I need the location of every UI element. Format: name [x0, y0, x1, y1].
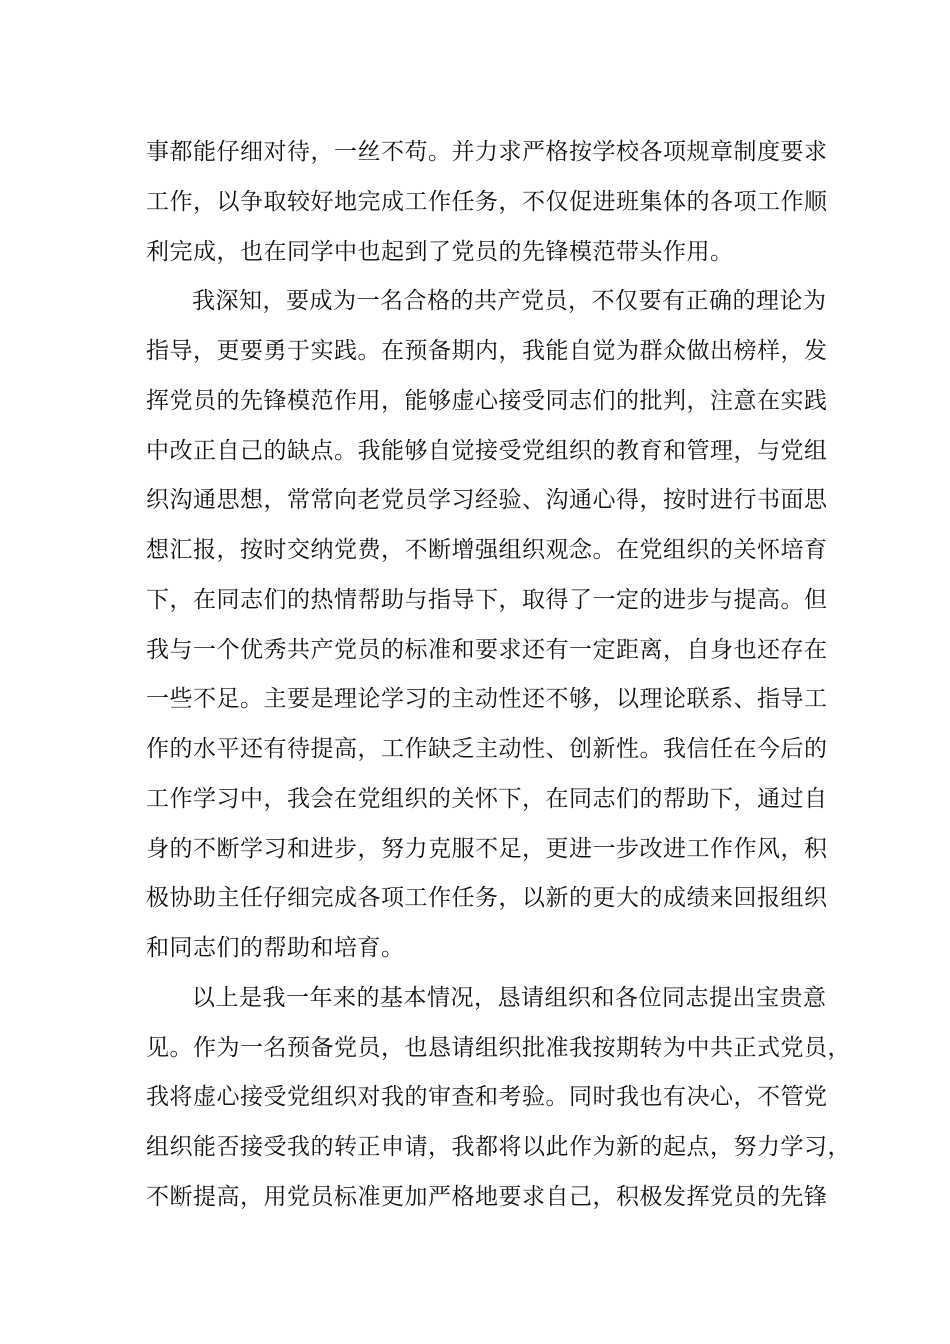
text-line: 指导，更要勇于实践。在预备期内，我能自觉为群众做出榜样，发 [146, 338, 828, 364]
text-line: 事都能仔细对待，一丝不苟。并力求严格按学校各项规章制度要求 [146, 139, 828, 165]
text-line: 极协助主任仔细完成各项工作任务，以新的更大的成绩来回报组织 [146, 885, 828, 912]
text-line: 织沟通思想，常常向老党员学习经验、沟通心得，按时进行书面思 [146, 487, 828, 514]
text-line: 工作，以争取较好地完成工作任务，不仅促进班集体的各项工作顺 [146, 188, 828, 215]
paragraph-first-line: 我深知，要成为一名合格的共产党员，不仅要有正确的理论为 [192, 288, 827, 315]
text-line: 见。作为一名预备党员，也恳请组织批准我按期转为中共正式党员， [146, 1034, 851, 1061]
text-line: 我与一个优秀共产党员的标准和要求还有一定距离，自身也还存在 [146, 636, 828, 663]
paragraph-first-line: 以上是我一年来的基本情况，恳请组织和各位同志提出宝贵意 [192, 984, 827, 1011]
text-line: 身的不断学习和进步，努力克服不足，更进一步改进工作作风，积 [146, 835, 828, 862]
text-line: 组织能否接受我的转正申请，我都将以此作为新的起点，努力学习， [146, 1134, 851, 1160]
text-line: 一些不足。主要是理论学习的主动性还不够，以理论联系、指导工 [146, 686, 828, 713]
text-line: 利完成，也在同学中也起到了党员的先锋模范带头作用。 [146, 238, 734, 265]
text-line: 中改正自己的缺点。我能够自觉接受党组织的教育和管理，与党组 [146, 437, 828, 464]
text-line: 挥党员的先锋模范作用，能够虚心接受同志们的批判，注意在实践 [146, 387, 828, 414]
text-line: 不断提高，用党员标准更加严格地要求自己，积极发挥党员的先锋 [146, 1183, 828, 1210]
text-line: 下，在同志们的热情帮助与指导下，取得了一定的进步与提高。但 [146, 586, 828, 613]
text-line: 和同志们的帮助和培育。 [146, 935, 405, 961]
text-line: 作的水平还有待提高，工作缺乏主动性、创新性。我信任在今后的 [146, 736, 828, 762]
text-line: 想汇报，按时交纳党费，不断增强组织观念。在党组织的关怀培育 [146, 537, 828, 563]
text-line: 我将虚心接受党组织对我的审查和考验。同时我也有决心，不管党 [146, 1084, 828, 1111]
body-text [146, 128, 851, 1223]
text-line: 工作学习中，我会在党组织的关怀下，在同志们的帮助下，通过自 [146, 785, 828, 812]
